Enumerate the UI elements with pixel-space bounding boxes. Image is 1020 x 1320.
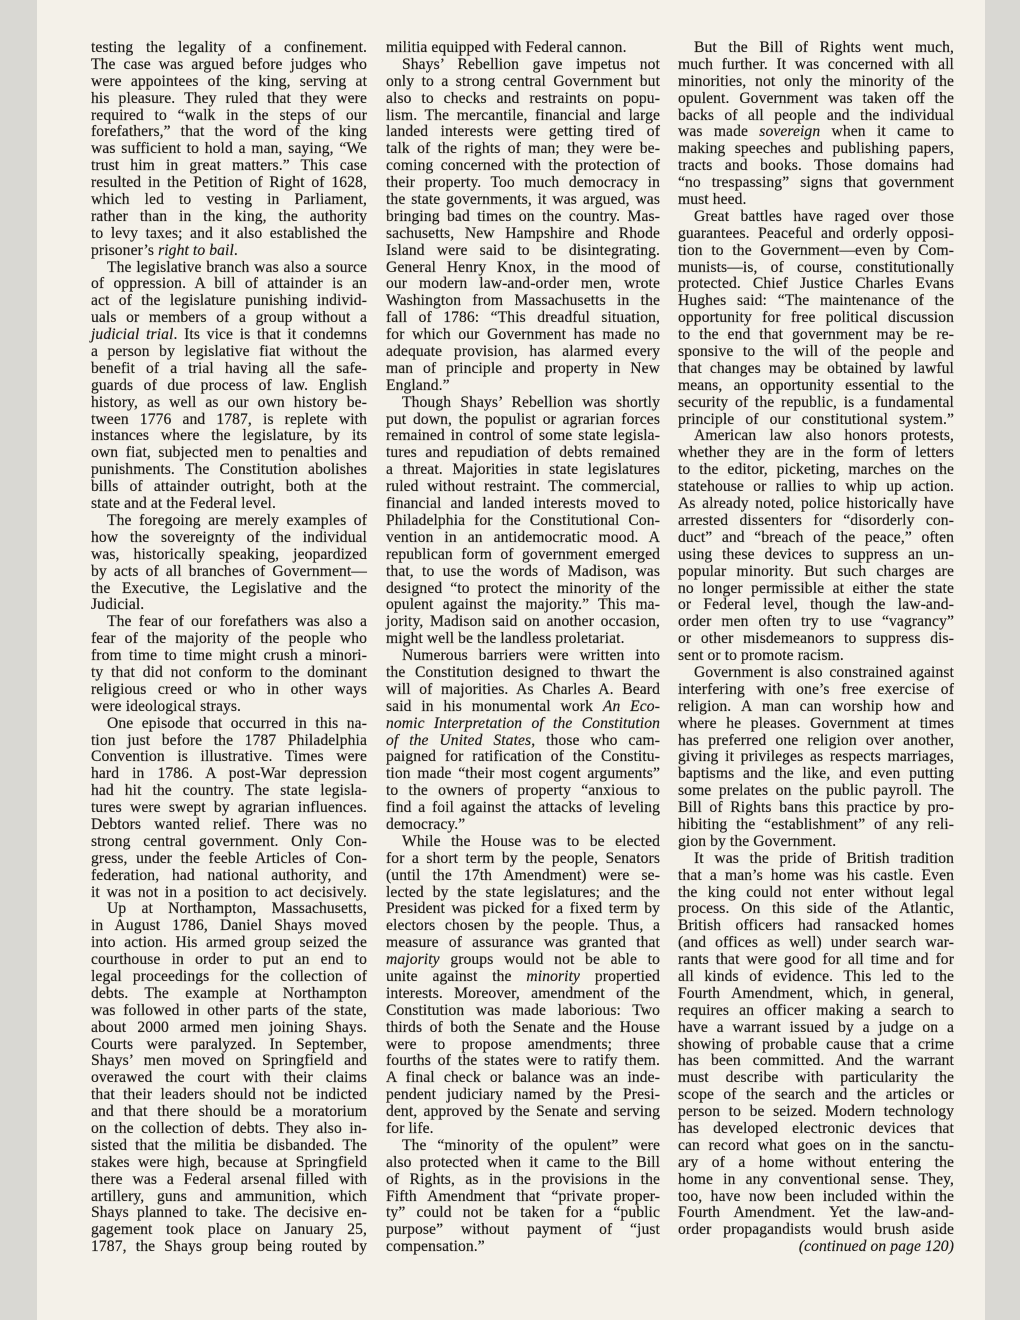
text-line: making speeches and publishing papers, xyxy=(678,140,954,158)
text-line: The foregoing are merely examples of xyxy=(107,511,367,529)
text-line: The legislative branch was also a source xyxy=(107,258,367,276)
text-column-middle xyxy=(386,40,660,1256)
paragraph xyxy=(386,395,660,648)
text-line: order propagandists would brush aside xyxy=(678,1221,954,1239)
text-line: it was not in a position to act decisively. xyxy=(91,883,367,901)
text-line: there was a Federal arsenal filled with xyxy=(91,1170,367,1188)
text-run: . Its vice is that it condemns xyxy=(173,326,367,344)
text-line: scope of the search and the articles or xyxy=(678,1086,954,1104)
text-line: opulent. Government was taken off the xyxy=(678,89,954,107)
text-line: England.” xyxy=(386,376,450,394)
text-line: act of the legislature punishing individ- xyxy=(91,292,367,310)
text-line: must heed. xyxy=(678,191,747,209)
text-line: arrested dissenters for “disorderly con- xyxy=(678,511,954,529)
text-line: Convention is illustrative. Times were xyxy=(91,748,367,766)
text-line: religion. A man can worship how and xyxy=(678,697,954,715)
italic-text: of the United States xyxy=(386,731,532,749)
text-line: talk of the rights of man; they were be- xyxy=(386,140,660,158)
text-line: compensation.” xyxy=(386,1238,485,1256)
text-line: the Executive, the Legislative and the xyxy=(91,579,367,597)
text-line: Though Shays’ Rebellion was shortly xyxy=(402,393,660,411)
text-line: One episode that occurred in this na- xyxy=(107,714,367,732)
text-line: resulted in the Petition of Right of 1628, xyxy=(91,174,367,192)
text-line: find a foil against the attacks of leveling xyxy=(386,799,660,817)
text-run: prisoner’s xyxy=(91,241,159,259)
italic-text: majority xyxy=(386,951,440,969)
text-line: It was the pride of British tradition xyxy=(694,849,954,867)
text-line: giving it privileges as respects marriages, xyxy=(678,748,954,766)
text-line: of oppression. A bill of attainder is an xyxy=(91,275,367,293)
text-line: person to be seized. Modern technology xyxy=(678,1103,954,1121)
text-line: gagement took place on January 25, xyxy=(91,1221,367,1239)
text-line: While the House was to be elected xyxy=(402,832,660,850)
text-line: the king could not enter without legal xyxy=(678,883,954,901)
text-line: sisted that the militia be disbanded. The xyxy=(91,1136,367,1154)
text-line: no longer permissible at either the state xyxy=(678,579,954,597)
text-line: hibiting the “establishment” of any reli- xyxy=(678,815,954,833)
column-body xyxy=(678,40,954,1239)
text-line: pendent judiciary named by the Presi- xyxy=(386,1086,660,1104)
text-line: Bill of Rights bans this practice by pro- xyxy=(678,799,954,817)
text-line: ty that did not conform to the dominant xyxy=(91,663,367,681)
text-line: Fourth Amendment. Yet the law-and- xyxy=(678,1204,954,1222)
text-line: process. On this side of the Atlantic, xyxy=(678,900,954,918)
text-line: remained in control of some state legisla- xyxy=(386,427,660,445)
text-line: adequate provision, has alarmed every xyxy=(386,343,660,361)
text-line: their property. Too much democracy in xyxy=(386,174,660,192)
text-line: Great battles have raged over those xyxy=(694,207,954,225)
text-line: dent, approved by the Senate and serving xyxy=(386,1103,660,1121)
text-line: has been committed. And the warrant xyxy=(678,1052,954,1070)
text-line: tion just before the 1787 Philadelphia xyxy=(91,731,367,749)
text-line: must describe with particularity the xyxy=(678,1069,954,1087)
text-line: thirds of both the Senate and the House xyxy=(386,1018,660,1036)
text-line: bringing bad times on the country. Mas- xyxy=(386,207,660,225)
text-line: to the editor, picketing, marches on the xyxy=(678,461,954,479)
text-line: fear of the majority of the people who xyxy=(91,630,367,648)
text-line: requires an officer making a search to xyxy=(678,1001,954,1019)
text-line: for a short term by the people, Senators xyxy=(386,849,660,867)
text-line xyxy=(386,969,660,986)
text-line: whether they are in the form of letters xyxy=(678,444,954,462)
text-line: tion made “their most cogent arguments” xyxy=(386,765,660,783)
text-line: measure of assurance was granted that xyxy=(386,934,660,952)
text-line: ary of a home without entering the xyxy=(678,1153,954,1171)
text-run: propertied xyxy=(580,967,660,985)
text-line: artillery, guns and ammunition, which xyxy=(91,1187,367,1205)
text-line: forefathers,” that the word of the king xyxy=(91,123,367,141)
text-line: own fiat, subjected men to penalties and xyxy=(91,444,367,462)
text-line: 1787, the Shays group being routed by xyxy=(91,1238,367,1256)
text-line: to levy taxes; and it also established the xyxy=(91,224,367,242)
italic-text: judicial trial xyxy=(91,326,174,344)
text-line: only to a strong central Government but xyxy=(386,72,660,90)
text-line: The “minority of the opulent” were xyxy=(402,1136,660,1154)
text-line: Up at Northampton, Massachusetts, xyxy=(107,900,367,918)
text-line: that a man’s home was his castle. Even xyxy=(678,866,954,884)
paragraph xyxy=(91,40,367,260)
text-line: A final check or balance was an inde- xyxy=(386,1069,660,1087)
text-line: the Constitution designed to thwart the xyxy=(386,663,660,681)
text-line: on the collection of debts. They also in- xyxy=(91,1120,367,1137)
text-line: that changes may be obtained by lawful xyxy=(678,359,954,377)
text-line: which led to vesting in Parliament, xyxy=(91,191,367,209)
text-line: backs of all people and the individual xyxy=(678,106,954,124)
text-line: gress, under the feeble Articles of Con- xyxy=(91,849,367,867)
text-line: principle of our constitutional system.” xyxy=(678,410,954,428)
text-line: how the sovereignty of the individual xyxy=(91,528,367,546)
text-line: home in any conventional sense. They, xyxy=(678,1170,954,1188)
text-line: tures were swept by agrarian influences. xyxy=(91,799,367,817)
text-line: paigned for ratification of the Constitu- xyxy=(386,748,660,766)
text-line: has developed electronic devices that xyxy=(678,1120,954,1137)
text-run: groups would not be able to xyxy=(439,951,660,969)
text-line: from time to time might crush a minori- xyxy=(91,647,367,665)
text-line: trust him in great matters.” This case xyxy=(91,157,367,175)
text-line: purpose” without payment of “just xyxy=(386,1221,660,1239)
paragraph xyxy=(678,209,954,429)
text-line: instances where the legislature, by its xyxy=(91,427,367,445)
text-line: Debtors wanted relief. There was no xyxy=(91,815,367,833)
text-line: legal proceedings for the collection of xyxy=(91,967,367,985)
text-line: history, as well as our own history be- xyxy=(91,393,367,411)
text-line: the state governments, it was argued, was xyxy=(386,191,660,209)
text-line: to the end that government may be re- xyxy=(678,326,954,344)
text-line xyxy=(386,733,660,750)
text-line: federation, had national authority, and xyxy=(91,866,367,884)
text-column-left xyxy=(91,40,367,1256)
text-line: was, historically speaking, jeopardized xyxy=(91,545,367,563)
text-line: man of principle and property in New xyxy=(386,359,660,377)
text-line: our modern law-and-order men, wrote xyxy=(386,275,660,293)
text-line: for which our Government has made no xyxy=(386,326,660,344)
text-line: coming concerned with the protection of xyxy=(386,157,660,175)
text-line: his pleasure. They ruled that they were xyxy=(91,89,367,107)
paragraph xyxy=(678,428,954,664)
text-line: ruled without restraint. The commercial, xyxy=(386,478,660,496)
italic-text: An Eco- xyxy=(602,697,661,715)
text-line: American law also honors protests, xyxy=(694,427,954,445)
text-line: might well be the landless proletariat. xyxy=(386,630,625,648)
text-line: duct” and “breach of the peace,” often xyxy=(678,528,954,546)
text-line: also to checks and restraints on popu- xyxy=(386,89,660,107)
text-line: to the owners of property “anxious to xyxy=(386,782,660,800)
text-line: Shays planned to take. The decisive en- xyxy=(91,1204,367,1222)
text-line: Fourth Amendment, which, in general, xyxy=(678,984,954,1002)
text-line: or Federal level, though the law-and- xyxy=(678,596,954,614)
text-line: (until the 17th Amendment) were se- xyxy=(386,866,660,884)
text-run: was made xyxy=(678,123,760,141)
text-line: stakes were high, because at Springfield xyxy=(91,1153,367,1171)
text-line: required to “walk in the steps of our xyxy=(91,106,367,124)
text-line: a threat. Majorities in state legislatures xyxy=(386,461,660,479)
text-line: ty” could not be taken for a “public xyxy=(386,1204,660,1222)
text-run: said in his monumental work xyxy=(386,697,603,715)
text-line xyxy=(91,327,367,344)
text-line: Government is also constrained against xyxy=(694,663,954,681)
text-line: all kinds of evidence. This led to the xyxy=(678,967,954,985)
text-line: by acts of all branches of Government— xyxy=(91,562,367,580)
text-line: munists—is, of course, constitutionally xyxy=(678,258,954,276)
text-line: lected by the state legislatures; and the xyxy=(386,883,660,901)
text-line: order men often try to use “vagrancy” xyxy=(678,613,954,631)
text-line: punishments. The Constitution abolishes xyxy=(91,461,367,479)
paragraph xyxy=(386,648,660,834)
text-line: statehouse or rallies to whip up action. xyxy=(678,478,954,496)
text-line: a person by legislative fiat without the xyxy=(91,343,367,361)
text-line: using these devices to suppress an un- xyxy=(678,545,954,563)
text-line: rather than in the king, the authority xyxy=(91,207,367,225)
text-line: democracy.” xyxy=(386,815,466,833)
text-line: tion to the Government—even by Com- xyxy=(678,241,954,259)
text-line: sent or to promote racism. xyxy=(678,647,844,665)
text-line: Shays’ Rebellion gave impetus not xyxy=(402,55,660,73)
text-line xyxy=(678,124,954,141)
text-line: Judicial. xyxy=(91,596,145,614)
text-line: much further. It was concerned with all xyxy=(678,55,954,73)
paragraph xyxy=(678,851,954,1239)
text-line: Constitution was made laborious: Two xyxy=(386,1001,660,1019)
text-line: militia equipped with Federal cannon. xyxy=(386,39,627,56)
text-line: “no trespassing” signs that government xyxy=(678,174,954,192)
text-line: of Rights, as in the provisions in the xyxy=(386,1170,660,1188)
paragraph xyxy=(91,716,367,902)
text-line xyxy=(386,716,660,733)
text-line: has preferred one religion over another, xyxy=(678,731,954,749)
text-line: financial and landed interests moved to xyxy=(386,495,660,513)
paragraph xyxy=(678,665,954,851)
paragraph xyxy=(386,834,660,1138)
paragraph xyxy=(386,1138,660,1256)
text-line: and that there should be a moratorium xyxy=(91,1103,367,1121)
text-line: will of majorities. As Charles A. Beard xyxy=(386,680,660,698)
text-line: President was picked for a fixed term by xyxy=(386,900,660,918)
text-line: The case was argued before judges who xyxy=(91,55,367,73)
text-line: minorities, not only the minority of the xyxy=(678,72,954,90)
text-line: fourths of the states were to ratify them. xyxy=(386,1052,660,1070)
text-line: popular minority. But such charges are xyxy=(678,562,954,580)
paragraph xyxy=(386,57,660,395)
text-line: had hit the country. The state legisla- xyxy=(91,782,367,800)
text-line: electors chosen by the people. Thus, a xyxy=(386,917,660,935)
text-line: lism. The mercantile, financial and large xyxy=(386,106,660,124)
text-line: tween 1776 and 1787, is replete with xyxy=(91,410,367,428)
text-line: Hughes said: “The maintenance of the xyxy=(678,292,954,310)
text-line: some prelates on the public payroll. The xyxy=(678,782,954,800)
text-line: As already noted, police historically have xyxy=(678,495,954,513)
text-line: showing of probable cause that a crime xyxy=(678,1035,954,1053)
text-line: Shays’ men moved on Springfield and xyxy=(91,1052,367,1070)
text-line: hard in 1786. A post-War depression xyxy=(91,765,367,783)
continuation-note: (continued on page 120) xyxy=(798,1238,954,1256)
text-line: were to propose amendments; three xyxy=(386,1035,660,1053)
text-run: . xyxy=(233,241,238,259)
text-line: Courts were paralyzed. In September, xyxy=(91,1035,367,1053)
paragraph xyxy=(91,901,367,1256)
text-line: were ideological strays. xyxy=(91,697,242,715)
text-line: strong central government. Only Con- xyxy=(91,832,367,850)
text-line: designed “to protect the minority of the xyxy=(386,579,660,597)
text-line: Fifth Amendment that “private proper- xyxy=(386,1187,660,1205)
italic-text: nomic Interpretation of the Constitution xyxy=(386,714,660,732)
text-line: jority, Madison said on another occasion, xyxy=(386,613,660,631)
text-line: overawed the court with their claims xyxy=(91,1069,367,1087)
text-run: , those who cam- xyxy=(531,731,660,749)
text-line: where he pleases. Government at times xyxy=(678,714,954,732)
text-line: bills of attainder outright, both at the xyxy=(91,478,367,496)
text-line: fall of 1786: “This dreadful situation, xyxy=(386,309,660,327)
text-line: debts. The example at Northampton xyxy=(91,984,367,1002)
text-line: Island were said to be disintegrating. xyxy=(386,241,660,259)
paragraph xyxy=(91,513,367,614)
text-line: uals or members of a group without a xyxy=(91,309,367,327)
text-line: British officers had ransacked homes xyxy=(678,917,954,935)
text-line: means, an opportunity essential to the xyxy=(678,376,954,394)
text-line: Washington from Massachusetts in the xyxy=(386,292,660,310)
text-line: The fear of our forefathers was also a xyxy=(107,613,367,631)
text-line: rants that were good for all time and for xyxy=(678,951,954,969)
text-line: were appointees of the king, serving at xyxy=(91,72,367,90)
text-line: sachusetts, New Hampshire and Rhode xyxy=(386,224,660,242)
text-column-right xyxy=(678,40,954,1256)
text-line: landed interests were getting tired of xyxy=(386,123,660,141)
text-line: have a warrant issued by a judge on a xyxy=(678,1018,954,1036)
text-line: interests. Moreover, amendment of the xyxy=(386,984,660,1002)
text-line: opportunity for free political discussion xyxy=(678,309,954,327)
text-line: also protected when it came to the Bill xyxy=(386,1153,660,1171)
text-line: in August 1786, Daniel Shays moved xyxy=(91,917,367,935)
italic-text: sovereign xyxy=(759,123,821,141)
text-line xyxy=(386,952,660,969)
text-line: state and at the Federal level. xyxy=(91,495,276,513)
text-line: vention in an antidemocratic mood. A xyxy=(386,528,660,546)
text-line: can record what goes on in the sanctu- xyxy=(678,1136,954,1154)
text-line: into action. His armed group seized the xyxy=(91,934,367,952)
column-body xyxy=(91,40,367,1256)
text-line: was sufficient to hold a man, saying, “We xyxy=(91,140,367,158)
text-run: unite against the xyxy=(386,967,527,985)
text-line: for life. xyxy=(386,1120,434,1137)
text-line: interfering with one’s free exercise of xyxy=(678,680,954,698)
text-line: was followed in other parts of the state, xyxy=(91,1001,367,1019)
paragraph xyxy=(91,260,367,513)
text-line: benefit of a trial having all the safe- xyxy=(91,359,367,377)
text-line: sponsive to the will of the people and xyxy=(678,343,954,361)
text-line: Philadelphia for the Constitutional Con- xyxy=(386,511,660,529)
text-line: gion by the Government. xyxy=(678,832,837,850)
text-line: too, have now been included within the xyxy=(678,1187,954,1205)
text-run: when it came to xyxy=(820,123,954,141)
text-line: tracts and books. Those domains had xyxy=(678,157,954,175)
text-line: put down, the populist or agrarian forces xyxy=(386,410,660,428)
text-line: that, to use the words of Madison, was xyxy=(386,562,660,580)
text-line: General Henry Knox, in the mood of xyxy=(386,258,660,276)
text-line: Numerous barriers were written into xyxy=(402,647,660,665)
text-line xyxy=(386,699,660,716)
text-line: testing the legality of a confinement. xyxy=(91,39,367,56)
text-line: guarantees. Peaceful and orderly opposi- xyxy=(678,224,954,242)
paragraph xyxy=(91,614,367,715)
column-body xyxy=(386,40,660,1256)
text-line: protected. Chief Justice Charles Evans xyxy=(678,275,954,293)
text-line: republican form of government emerged xyxy=(386,545,660,563)
text-line: (and offices as well) under search war- xyxy=(678,934,954,952)
text-line: about 2000 armed men joining Shays. xyxy=(91,1018,367,1036)
italic-text: minority xyxy=(526,967,581,985)
text-line: guards of due process of law. English xyxy=(91,376,367,394)
text-line: baptisms and the like, and even putting xyxy=(678,765,954,783)
paragraph xyxy=(678,40,954,209)
text-line: But the Bill of Rights went much, xyxy=(694,39,954,56)
text-line: security of the republic, is a fundamental xyxy=(678,393,954,411)
text-line: courthouse in order to put an end to xyxy=(91,951,367,969)
text-line: religious creed or who in other ways xyxy=(91,680,367,698)
text-line: or other misdemeanors to suppress dis- xyxy=(678,630,954,648)
italic-text: right to bail xyxy=(158,241,234,259)
paragraph xyxy=(386,40,660,57)
text-line xyxy=(91,243,367,260)
text-line: tures and repudiation of debts remained xyxy=(386,444,660,462)
text-line: that their leaders should not be indicted xyxy=(91,1086,367,1104)
text-line: opulent against the majority.” This ma- xyxy=(386,596,660,614)
